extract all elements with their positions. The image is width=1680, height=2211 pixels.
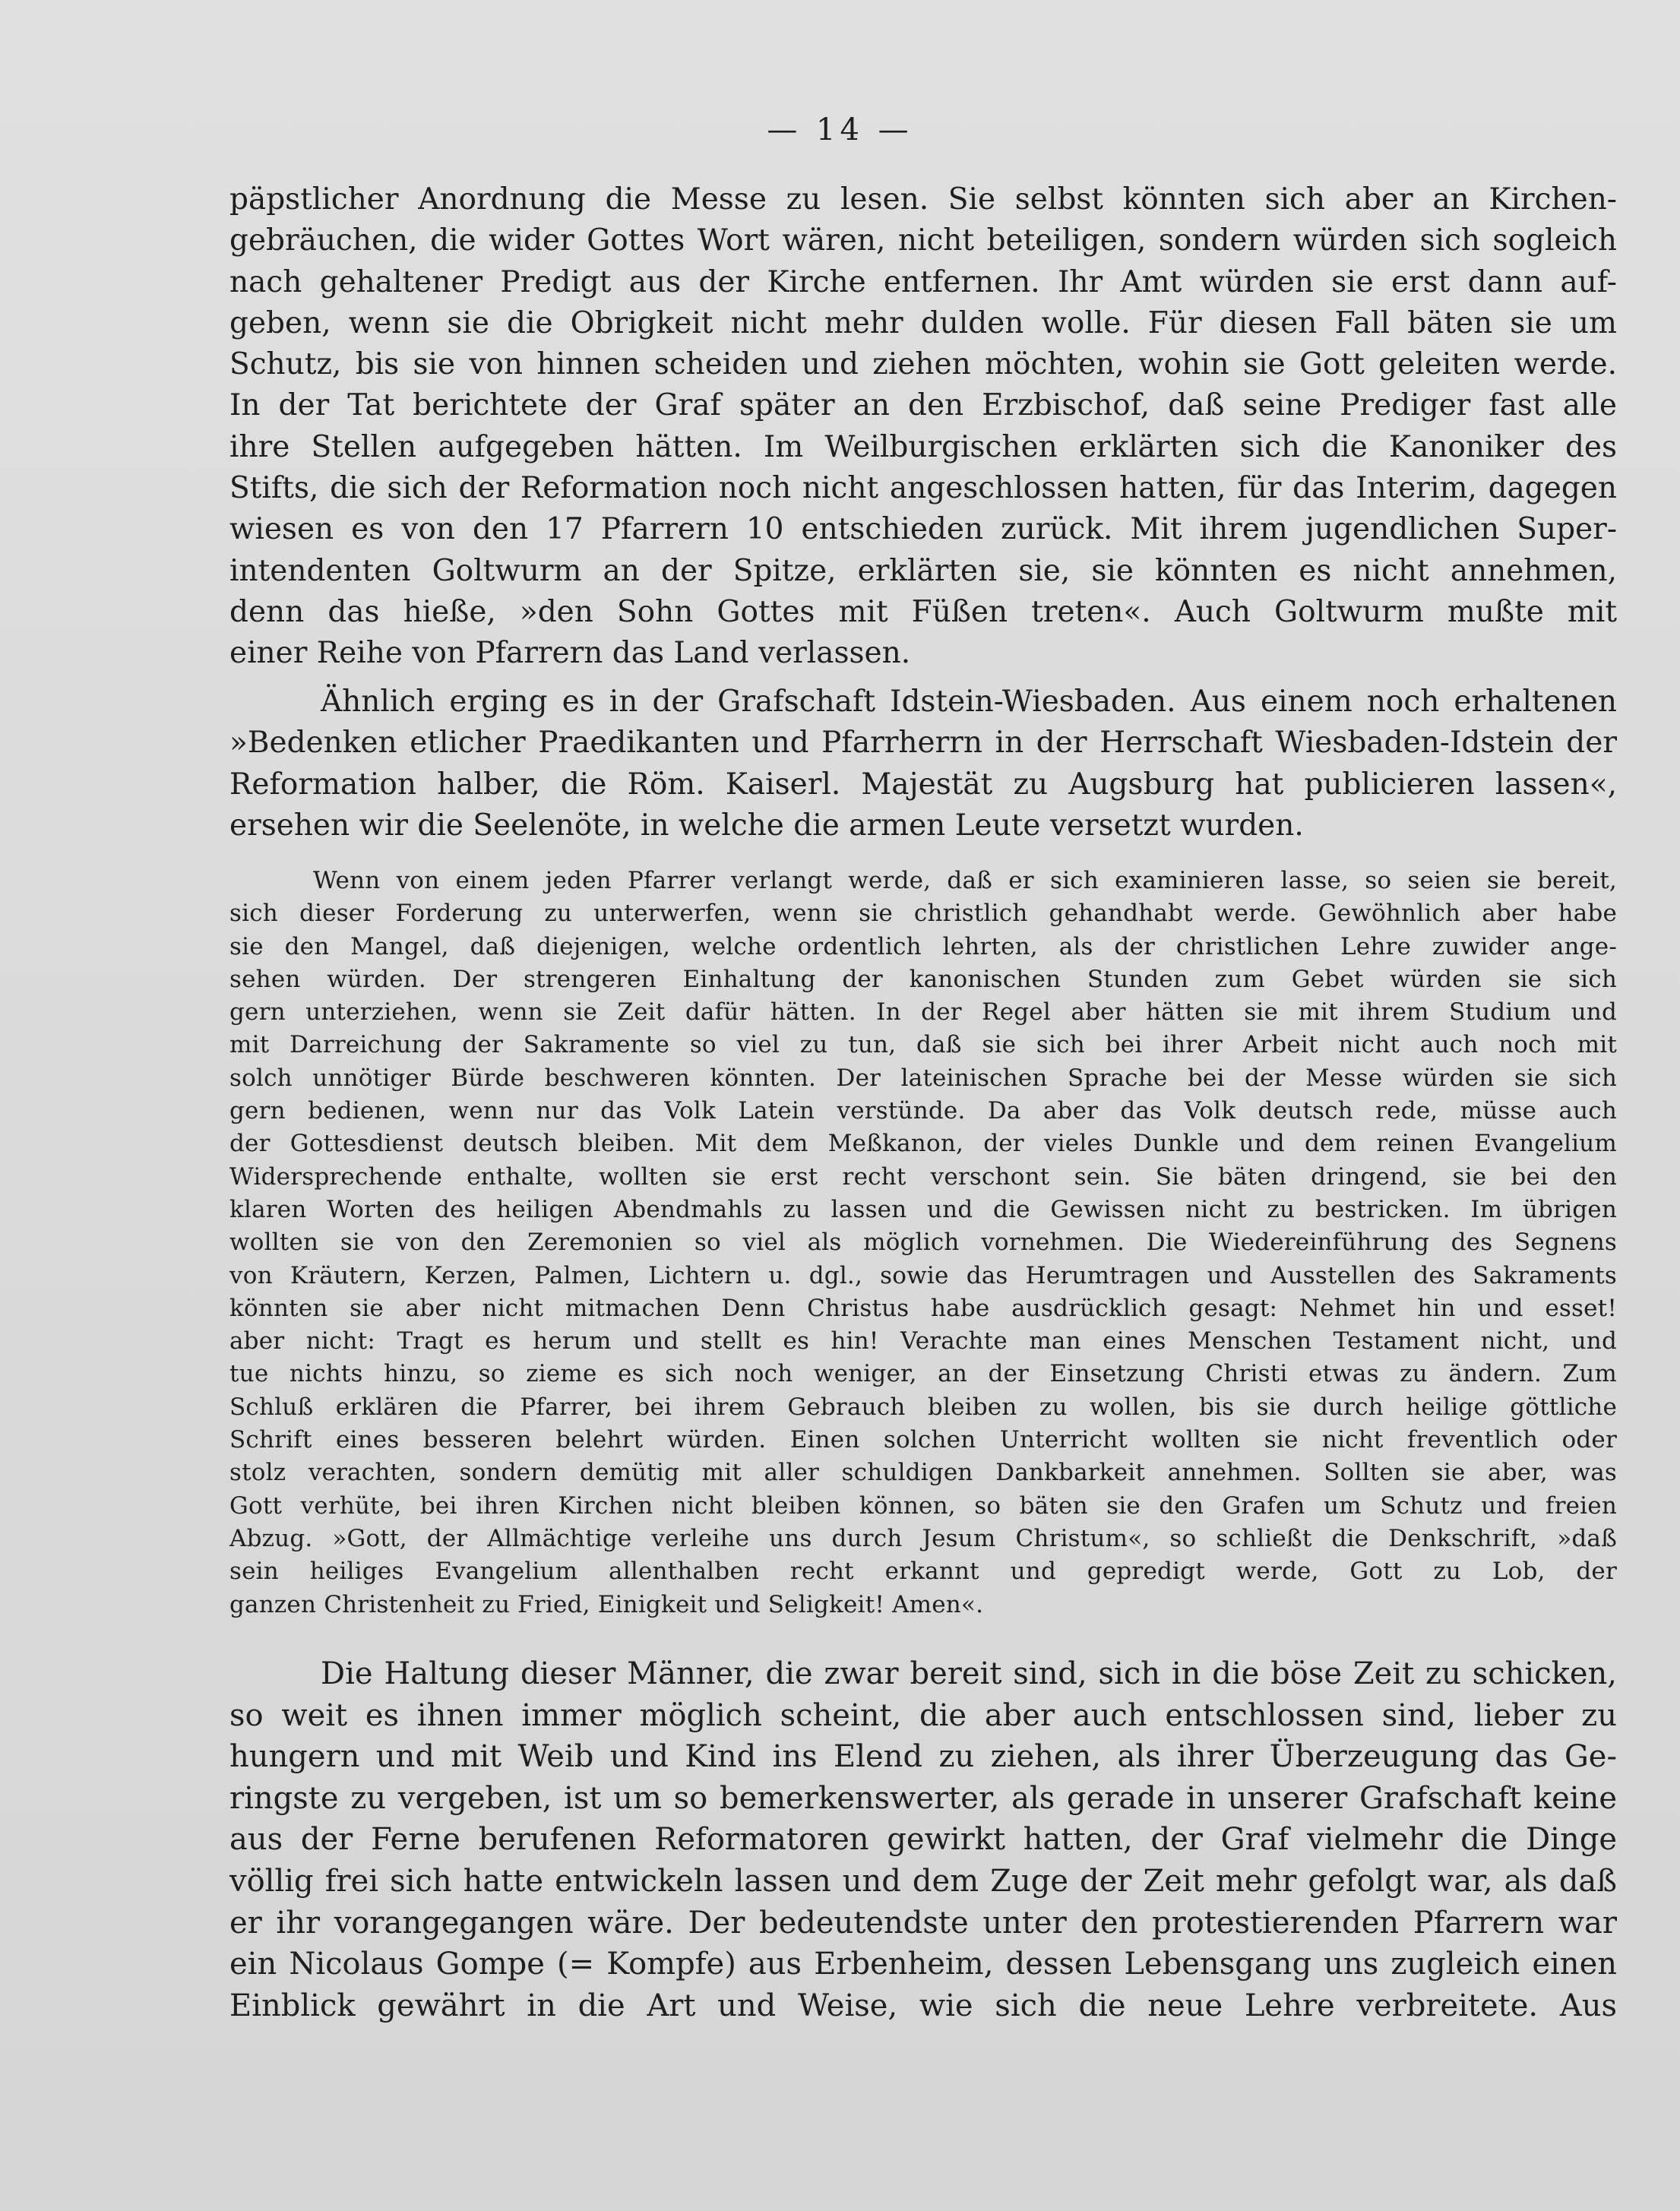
text-line: ersehen wir die Seelenöte, in welche die armen Leute versetzt wurden. <box>229 808 1304 843</box>
paragraph-4 <box>229 1653 1617 2026</box>
text-line: könnten sie aber nicht mitmachen Denn Christus habe ausdrücklich gesagt: Nehmet hin und esset! <box>229 1294 1617 1322</box>
text-line: In der Tat berichtete der Graf später an den Erzbischof, daß seine Prediger fast alle <box>229 388 1617 423</box>
text-line: Die Haltung dieser Männer, die zwar bereit sind, sich in die böse Zeit zu schicken, <box>321 1656 1617 1691</box>
text-line: solch unnötiger Bürde beschweren könnten. Der lateinischen Sprache bei der Messe würden sie sich <box>229 1064 1617 1092</box>
text-line: sich dieser Forderung zu unterwerfen, wenn sie christlich gehandhabt werde. Gewöhnlich aber habe <box>229 900 1617 928</box>
quoted-memorandum-paragraph <box>229 865 1617 1621</box>
text-line: sein heiliges Evangelium allenthalben recht erkannt und gepredigt werde, Gott zu Lob, der <box>229 1558 1617 1586</box>
text-line: gebräuchen, die wider Gottes Wort wären, nicht beteiligen, sondern würden sich sogleich <box>229 223 1617 258</box>
text-line: hungern und mit Weib und Kind ins Elend zu ziehen, als ihrer Überzeugung das Ge- <box>229 1739 1617 1775</box>
text-line: aber nicht: Tragt es herum und stellt es hin! Verachte man eines Menschen Testament nicht, und <box>229 1327 1617 1355</box>
text-line: Stifts, die sich der Reformation noch nicht angeschlossen hatten, für das Interim, dagegen <box>229 471 1617 506</box>
text-line: völlig frei sich hatte entwickeln lassen und dem Zuge der Zeit mehr gefolgt war, als daß <box>229 1863 1617 1899</box>
text-line: »Bedenken etlicher Praedikanten und Pfarrherrn in der Herrschaft Wiesbaden-Idstein der <box>229 726 1617 761</box>
text-line: denn das hieße, »den Sohn Gottes mit Füßen treten«. Auch Goltwurm mußte mit <box>229 594 1617 629</box>
text-line: von Kräutern, Kerzen, Palmen, Lichtern u. dgl., sowie das Herumtragen und Ausstellen des Sakraments <box>229 1261 1617 1289</box>
text-line: wiesen es von den 17 Pfarrern 10 entschieden zurück. Mit ihrem jugendlichen Super- <box>229 512 1617 547</box>
text-line: Schutz, bis sie von hinnen scheiden und ziehen möchten, wohin sie Gott geleiten werde. <box>229 347 1617 382</box>
text-line: ein Nicolaus Gompe (= Kompfe) aus Erbenheim, dessen Lebensgang uns zugleich einen <box>229 1947 1617 1982</box>
text-line: Einblick gewährt in die Art und Weise, wie sich die neue Lehre verbreitete. Aus <box>229 1988 1617 2023</box>
text-line: mit Darreichung der Sakramente so viel zu tun, daß sie sich bei ihrer Arbeit nicht auch noch mit <box>229 1031 1617 1059</box>
text-line: Schrift eines besseren belehrt würden. Einen solchen Unterricht wollten sie nicht freventlich oder <box>229 1426 1617 1454</box>
text-line: päpstlicher Anordnung die Messe zu lesen. Sie selbst könnten sich aber an Kirchen- <box>229 182 1617 217</box>
text-line: gern unterziehen, wenn sie Zeit dafür hätten. In der Regel aber hätten sie mit ihrem Studium und <box>229 998 1617 1026</box>
paragraph-2 <box>229 682 1617 846</box>
text-line: Reformation halber, die Röm. Kaiserl. Majestät zu Augsburg hat publicieren lassen«, <box>229 767 1617 802</box>
text-line: sie den Mangel, daß diejenigen, welche ordentlich lehrten, als der christlichen Lehre zuwider ange- <box>229 932 1617 960</box>
text-line: so weit es ihnen immer möglich scheint, die aber auch entschlossen sind, lieber zu <box>229 1697 1617 1733</box>
paragraph-1 <box>229 179 1617 675</box>
text-line: aus der Ferne berufenen Reformatoren gewirkt hatten, der Graf vielmehr die Dinge <box>229 1822 1617 1858</box>
text-line: einer Reihe von Pfarrern das Land verlassen. <box>229 636 911 671</box>
text-line: ganzen Christenheit zu Fried, Einigkeit und Seligkeit! Amen«. <box>229 1590 984 1618</box>
text-line: Gott verhüte, bei ihren Kirchen nicht bleiben können, so bäten sie den Grafen um Schutz und freien <box>229 1491 1617 1520</box>
text-line: Schluß erklären die Pfarrer, bei ihrem Gebrauch bleiben zu wollen, bis sie durch heilige göttliche <box>229 1393 1617 1421</box>
text-line: wollten sie von den Zeremonien so viel als möglich vornehmen. Die Wiedereinführung des Segnens <box>229 1229 1617 1257</box>
page-number: — 14 — <box>767 112 913 147</box>
text-line: geben, wenn sie die Obrigkeit nicht mehr dulden wolle. Für diesen Fall bäten sie um <box>229 305 1617 340</box>
text-line: stolz verachten, sondern demütig mit aller schuldigen Dankbarkeit annehmen. Sollten sie aber, was <box>229 1459 1617 1487</box>
text-line: Widersprechende enthalte, wollten sie erst recht verschont sein. Sie bäten dringend, sie bei den <box>229 1162 1617 1191</box>
text-line: tue nichts hinzu, so zieme es sich noch weniger, an der Einsetzung Christi etwas zu ändern. Zum <box>229 1360 1617 1388</box>
text-line: er ihr vorangegangen wäre. Der bedeutendste unter den protestierenden Pfarrern war <box>229 1905 1617 1941</box>
text-line: ringste zu vergeben, ist um so bemerkenswerter, als gerade in unserer Grafschaft keine <box>229 1780 1617 1816</box>
text-line: Wenn von einem jeden Pfarrer verlangt werde, daß er sich examinieren lasse, so seien sie bereit, <box>313 867 1617 894</box>
text-line: intendenten Goltwurm an der Spitze, erklärten sie, sie könnten es nicht annehmen, <box>229 553 1617 588</box>
text-line: nach gehaltener Predigt aus der Kirche entfernen. Ihr Amt würden sie erst dann auf- <box>229 264 1617 299</box>
text-line: gern bedienen, wenn nur das Volk Latein verstünde. Da aber das Volk deutsch rede, müsse auch <box>229 1097 1617 1125</box>
text-line: Abzug. »Gott, der Allmächtige verleihe uns durch Jesum Christum«, so schließt die Denkschrift, »daß <box>229 1524 1617 1552</box>
text-line: Ähnlich erging es in der Grafschaft Idstein-Wiesbaden. Aus einem noch erhaltenen <box>321 685 1617 719</box>
text-line: ihre Stellen aufgegeben hätten. Im Weilburgischen erklärten sich die Kanoniker des <box>229 429 1617 464</box>
text-line: sehen würden. Der strengeren Einhaltung der kanonischen Stunden zum Gebet würden sie sich <box>229 965 1617 993</box>
text-line: klaren Worten des heiligen Abendmahls zu lassen und die Gewissen nicht zu bestricken. Im übrigen <box>229 1195 1617 1223</box>
text-line: der Gottesdienst deutsch bleiben. Mit dem Meßkanon, der vieles Dunkle und dem reinen Evangelium <box>229 1130 1617 1158</box>
